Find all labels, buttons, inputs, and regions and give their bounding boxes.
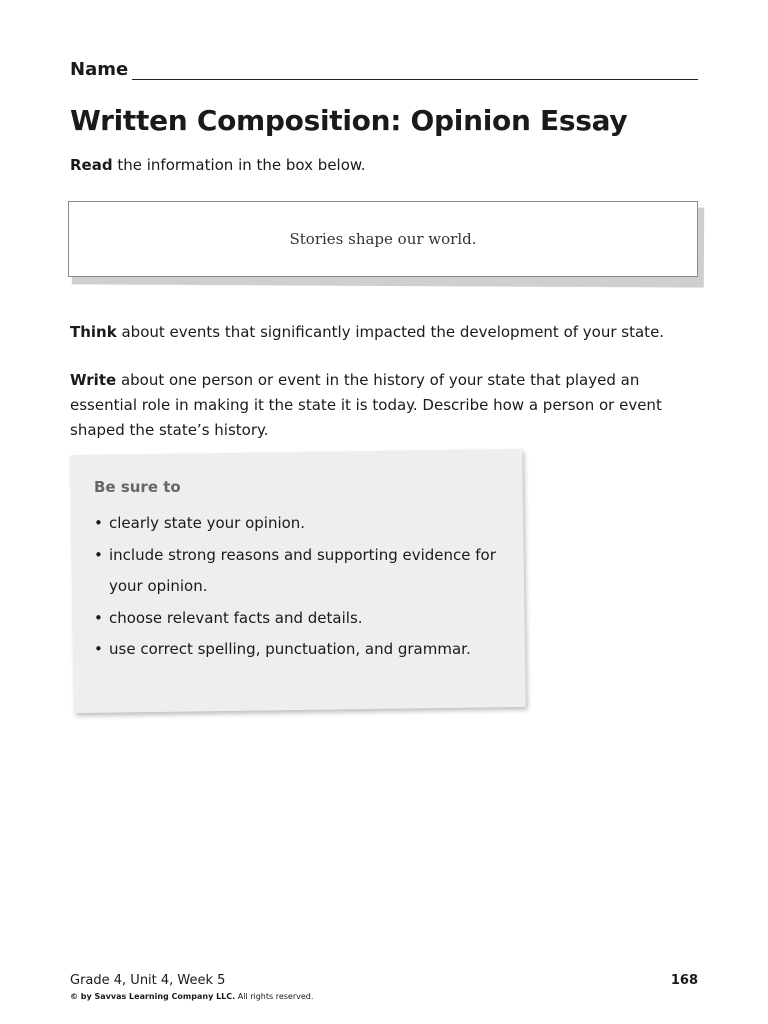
checklist-items [94,508,514,666]
name-line[interactable] [132,61,698,80]
think-text: about events that significantly impacted the development of your state. [116,323,665,341]
page-title: Written Composition: Opinion Essay [70,104,628,137]
quote-box [68,201,698,277]
checklist [94,478,514,666]
page-number: 168 [670,973,698,988]
checklist-item: • choose relevant facts and details. [94,603,514,635]
footer-grade-unit: Grade 4, Unit 4, Week 5 [70,973,226,988]
copyright-rights: All rights reserved. [235,992,314,1001]
checklist-heading: Be sure to [94,478,181,496]
think-instruction [70,320,710,345]
copyright-owner: © by Savvas Learning Company LLC. [70,992,236,1001]
quote-text: Stories shape our world. [289,230,477,248]
read-lead: Read [70,156,113,174]
copyright [70,992,313,1001]
read-text: the information in the box below. [112,156,366,174]
name-label: Name [70,59,129,80]
name-row [70,58,698,80]
checklist-item: • use correct spelling, punctuation, and grammar. [94,634,514,666]
checklist-item: • clearly state your opinion. [94,508,514,540]
write-lead: Write [70,371,117,389]
think-lead: Think [70,323,117,341]
read-instruction [70,153,710,178]
checklist-item: • include strong reasons and supporting evidence for your opinion. [94,540,514,603]
write-text: about one person or event in the history of your state that played an essential role in making it the state it is today. Describe how a person or event shaped the state’s history. [70,371,662,439]
write-instruction [70,368,700,443]
